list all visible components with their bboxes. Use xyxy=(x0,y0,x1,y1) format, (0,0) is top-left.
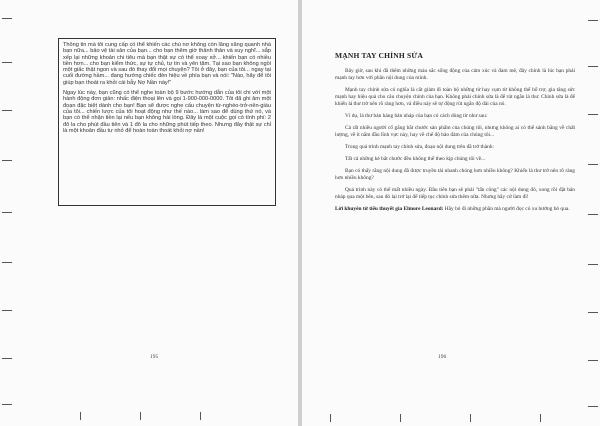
edge-mark xyxy=(588,214,598,215)
section-heading: MẠNH TAY CHỈNH SỬA xyxy=(335,51,424,60)
edge-mark xyxy=(2,212,12,213)
edge-mark xyxy=(80,412,81,420)
paragraph-3: Ví dụ, lá thư bản hàng bản nháp của bạn có cách dùng từ như sau: xyxy=(345,113,488,119)
box-paragraph-2: Ngay lúc này, bạn cũng có thể nghe toàn bộ 9 bước hướng dẫn của tôi chi với một hành động đơn giản: nhấc điện thoại lên và gọi 1-900-000-0000. Tôi đã ghi âm một đoạn đặc biệt dành cho bạn! Bạn sẽ được nghe cấu chuyện từ-nghèo-trở-nên-giàu của tôi... chiến lược của tôi hoạt động như thế nào... làm sao để dùng thứ nó, và bạn có thể nhận tiền lại nếu bạn không hài lòng. Đây là một cuộc gọi có tính phí: 2 đô la cho phút đầu tiên và 1 đô la cho những phút tiếp theo. Nhưng đây thật sự chỉ là một khoản đầu tư nhỏ để hoàn toàn thoát khỏi nợ nần! xyxy=(63,90,271,134)
edge-mark xyxy=(140,412,141,420)
edge-mark xyxy=(540,414,541,422)
edge-mark xyxy=(2,110,12,111)
edge-mark xyxy=(2,358,12,359)
quote-paragraph xyxy=(335,206,575,213)
paragraph-7: Bạn có thấy rằng nội dung đã được truyền tải nhanh chóng hơn nhiều không? Khiến lá thư trở nên rõ ràng hơn nhiều không? xyxy=(335,168,575,181)
box-paragraph-1: Thông tin mà tôi cung cấp có thể khiến các chú nơ không còn lăng xăng quanh nhà bạn nữa... bảo vệ tài sản của bạn... cho bạn thêm giờ thảnh thản và suy nghĩ... sắp xếp lại những khoản chi tiêu mà bạn thật sự có thể xoay xở... khiến bạn có nhiều tiền hơn... cho bạn kiểm thức, sự tự chủ, tự tin và yên tâm. Tại sao bạn không ngồi một giấc thật ngon và sau đó thay đổi mọi chuyện? Tôi ở đây, bạn của tôi... ngay tại cuối đường hầm... đang hướng chiếc đèn hiệu về phía bạn và nói: "Nào, hãy để tôi giúp bạn thoát ra khỏi cái bẫy Nợ Nần này!" xyxy=(63,42,271,86)
edge-mark xyxy=(2,404,12,405)
edge-mark xyxy=(588,66,598,67)
edge-mark xyxy=(588,164,598,165)
boxed-text xyxy=(58,38,276,206)
page-number-right: 196 xyxy=(438,354,447,360)
right-page-content xyxy=(335,42,575,218)
edge-mark xyxy=(588,312,598,313)
edge-mark xyxy=(588,20,598,21)
edge-mark xyxy=(200,412,201,420)
page-number-left: 195 xyxy=(150,354,159,360)
edge-mark xyxy=(588,406,598,407)
edge-mark xyxy=(588,114,598,115)
paragraph-4: Cả rất nhiều người cố gắng bắt chước sản phẩm của chúng tôi, nhưng không ai có thể sánh bằng về chất lượng, về ít nằm đầu lĩnh vực này, hay về chế độ bảo đảm của chúng tôi... xyxy=(335,125,575,138)
edge-mark xyxy=(588,264,598,265)
paragraph-2: Mạnh tay chỉnh sửa có nghĩa là cắt giảm đi toàn bộ những từ hay cụm từ không thể bổ trợ, gia tăng sức mạnh hay hiệu quả cho câu chuyện chính của bạn. Không phải chính sửa là để rút ngắn lá thư. Chính sửa là để khiến lá thư trở nên rõ ràng hơn, và điều này sẽ tự động rút ngắn độ dài của nó. xyxy=(335,87,575,107)
left-page xyxy=(0,0,298,426)
edge-mark xyxy=(2,262,12,263)
edge-mark xyxy=(2,310,12,311)
paragraph-1: Bây giờ, sau khi đã thêm những màu sắc sống động của cảm xúc và đam mê, đây chính là lúc bạn phải mạnh tay hơn với phần nội dung của mình. xyxy=(335,68,575,81)
quote-label: Lời khuyên từ tiểu thuyết gia Elmore Leonard: xyxy=(335,206,444,212)
right-page xyxy=(302,0,600,426)
paragraph-5: Trong quá trình mạnh tay chỉnh sửa, đoạn nội dung trên đã trở thành: xyxy=(345,144,495,150)
quote-text: Hãy bỏ đi những phần mà người đọc có xu hướng bỏ qua. xyxy=(443,206,570,212)
paragraph-8: Quá trình này có thể mất nhiều ngày. Đầu tiên bạn sẽ phải "tấn công" các nội dung đó, xong rồi đặt bản nháp qua một bên, sau đó lại trở lại để tiếp tục chỉnh sửa thêm nữa. Nhưng hãy cứ làm đi! xyxy=(335,187,575,200)
edge-mark xyxy=(588,360,598,361)
edge-mark xyxy=(2,62,12,63)
edge-mark xyxy=(470,414,471,422)
paragraph-6: Tất cả những kẻ bắt chước đều không thể theo kịp chúng tôi về... xyxy=(345,156,486,162)
edge-mark xyxy=(2,160,12,161)
edge-mark xyxy=(2,18,12,19)
edge-mark xyxy=(330,414,331,422)
edge-mark xyxy=(400,414,401,422)
